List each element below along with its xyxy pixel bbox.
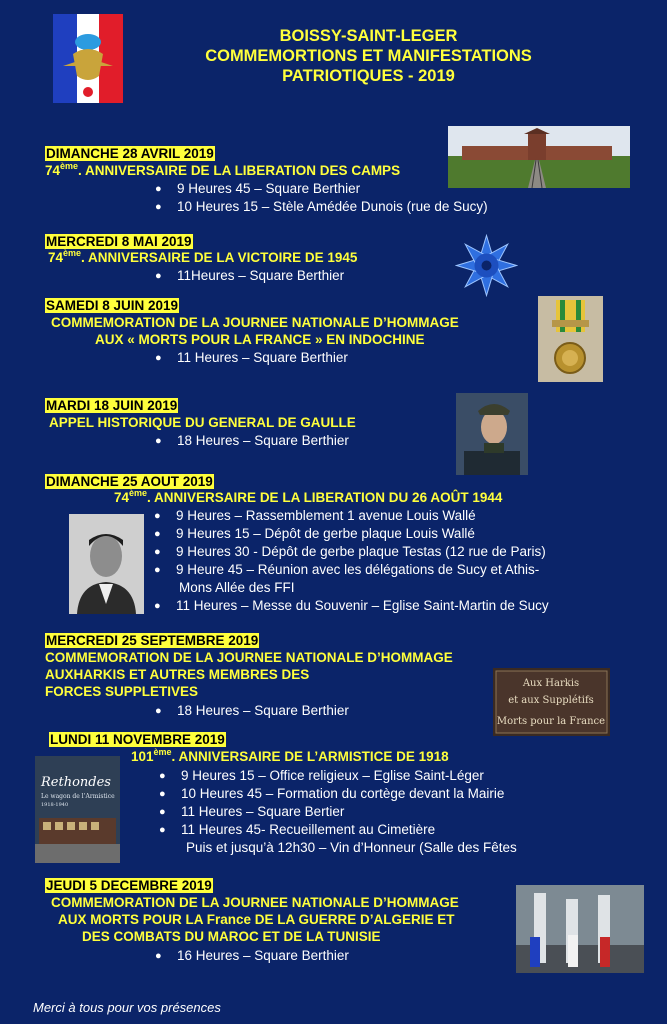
list-item: ● 9 Heures – Rassemblement 1 avenue Louis Wallé xyxy=(154,508,476,523)
list-item: ● 16 Heures – Square Berthier xyxy=(155,948,349,963)
list-item: ● 10 Heures 45 – Formation du cortège devant la Mairie xyxy=(159,786,505,801)
event-date: DIMANCHE 28 AVRIL 2019 xyxy=(46,146,214,161)
list-item: ● 11 Heures 45- Recueillement au Cimetière xyxy=(159,822,436,837)
event-items xyxy=(155,947,349,965)
list-item: ● 11 Heures – Square Berthier xyxy=(155,350,348,365)
event-items xyxy=(155,432,349,450)
list-item: ● 18 Heures – Square Berthier xyxy=(155,703,349,718)
indochine-medal-image xyxy=(538,296,603,382)
book-subtitle: Le wagon de l’Armistice xyxy=(41,793,115,800)
list-item-continuation: Mons Allée des FFI xyxy=(179,580,295,595)
event-18-juin xyxy=(45,397,178,415)
logo-text: UNC xyxy=(77,17,99,28)
event-date: MERCREDI 25 SEPTEMBRE 2019 xyxy=(46,633,259,648)
event-title: APPEL HISTORIQUE DU GENERAL DE GAULLE xyxy=(49,415,356,430)
event-date: MERCREDI 8 MAI 2019 xyxy=(46,234,192,249)
list-item: ● 9 Heure 45 – Réunion avec les délégations de Sucy et Athis- xyxy=(154,562,540,577)
event-items xyxy=(155,267,344,285)
list-item: ● 18 Heures – Square Berthier xyxy=(155,433,349,448)
auschwitz-photo xyxy=(448,126,630,188)
memorial-ceremony-photo xyxy=(516,885,644,973)
event-title: COMMEMORATION DE LA JOURNEE NATIONALE D’HOMMAGE AUX « MORTS POUR LA FRANCE » EN INDOCHINE xyxy=(51,315,459,347)
event-8-juin xyxy=(45,297,179,315)
event-5-decembre xyxy=(45,877,213,895)
event-date: SAMEDI 8 JUIN 2019 xyxy=(46,298,179,313)
rethondes-book-cover xyxy=(35,756,120,863)
unc-logo xyxy=(53,14,123,103)
list-item: ● 9 Heures 30 - Dépôt de gerbe plaque Testas (12 rue de Paris) xyxy=(154,544,546,559)
list-item: ● 9 Heures 15 – Dépôt de gerbe plaque Louis Wallé xyxy=(154,526,475,541)
list-item-continuation: Puis et jusqu’à 12h30 – Vin d’Honneur (Salle des Fêtes xyxy=(186,840,517,855)
page-title: BOISSY-SAINT-LEGER COMMEMORTIONS ET MANIFESTATIONS PATRIOTIQUES - 2019 xyxy=(205,27,532,85)
event-title: COMMEMORATION DE LA JOURNEE NATIONALE D’HOMMAGE AUXHARKIS ET AUTRES MEMBRES DES FORCES SUPPLETIVES xyxy=(45,650,453,699)
bleuet-flower-icon xyxy=(455,234,518,297)
event-items xyxy=(154,507,549,615)
list-item: ● 9 Heures 45 – Square Berthier xyxy=(155,181,361,196)
book-years: 1918-1940 xyxy=(41,802,69,808)
footer-message: Merci à tous pour vos présences xyxy=(33,1000,221,1015)
plaque-line-3: Morts pour la France xyxy=(496,716,606,727)
list-item: ● 11Heures – Square Berthier xyxy=(155,268,345,283)
list-item: ● 11 Heures – Messe du Souvenir – Eglise Saint-Martin de Sucy xyxy=(154,598,549,613)
plaque-line-2: et aux Supplétifs xyxy=(508,695,594,706)
event-11-novembre xyxy=(49,731,226,749)
event-date: LUNDI 11 NOVEMBRE 2019 xyxy=(50,732,225,747)
event-items xyxy=(155,702,349,720)
book-title: Rethondes xyxy=(41,775,111,790)
harkis-plaque-image xyxy=(493,668,610,736)
event-date: MARDI 18 JUIN 2019 xyxy=(46,398,178,413)
event-title: 74ème. ANNIVERSAIRE DE LA VICTOIRE DE 1945 xyxy=(48,248,358,265)
event-title: COMMEMORATION DE LA JOURNEE NATIONALE D’HOMMAGE AUX MORTS POUR LA France DE LA GUERRE D’ALGERIE ET DES COMBATS DU MAROC ET DE LA TUNISIE xyxy=(51,895,459,944)
louis-walle-portrait xyxy=(69,514,144,614)
event-25-septembre xyxy=(45,632,259,650)
event-title: 74ème. ANNIVERSAIRE DE LA LIBERATION DES CAMPS xyxy=(45,161,401,178)
event-title: 74ème. ANNIVERSAIRE DE LA LIBERATION DU 26 AOÛT 1944 xyxy=(114,488,503,505)
event-items xyxy=(159,767,517,857)
list-item: ● 11 Heures – Square Bertier xyxy=(159,804,345,819)
plaque-line-1: Aux Harkis xyxy=(522,678,580,689)
event-items xyxy=(155,180,488,216)
event-items xyxy=(155,349,348,367)
de-gaulle-photo xyxy=(456,393,528,475)
event-title: 101ème. ANNIVERSAIRE DE L’ARMISTICE DE 1918 xyxy=(131,747,449,764)
list-item: ● 10 Heures 15 – Stèle Amédée Dunois (rue de Sucy) xyxy=(155,199,488,214)
list-item: ● 9 Heures 15 – Office religieux – Eglise Saint-Léger xyxy=(159,768,484,783)
event-date: JEUDI 5 DECEMBRE 2019 xyxy=(46,878,212,893)
event-date: DIMANCHE 25 AOUT 2019 xyxy=(46,474,213,489)
